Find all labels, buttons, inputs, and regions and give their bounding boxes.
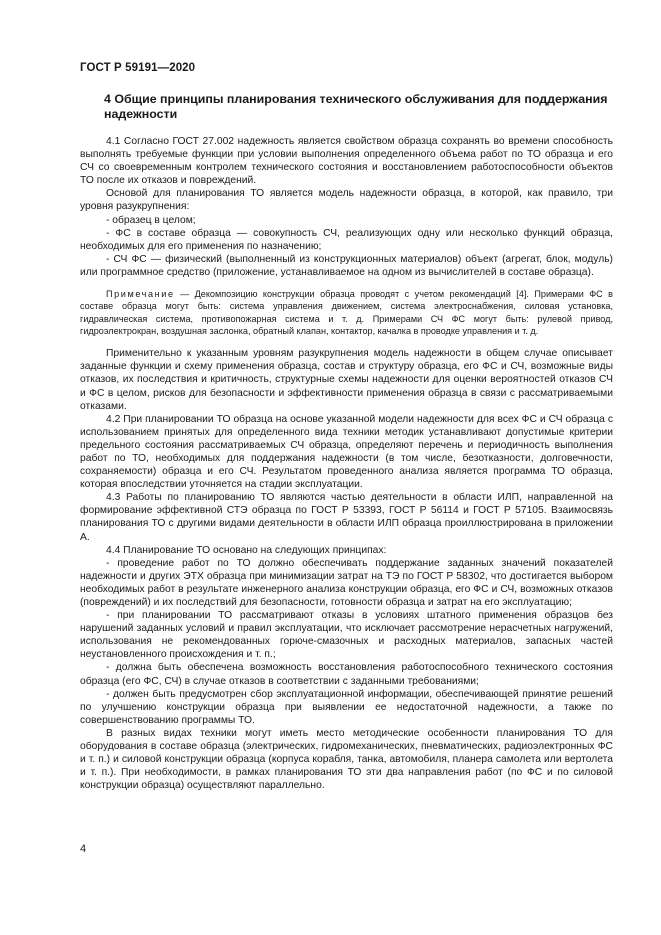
paragraph-4-1: 4.1 Согласно ГОСТ 27.002 надежность является свойством образца сохранять во времени способность выполнять требуемые функции при условии выполнения определенного объема работ по ТО образца и его СЧ со своевременным контролем технического состояния и восстановлением работоспособности объектов ТО после их отказов и повреждений. [80, 136, 613, 187]
page-body [80, 92, 613, 792]
paragraph-methodology: В разных видах техники могут иметь место методические особенности планирования ТО для оборудования в составе образца (электрических, гидромеханических, пневматических, радиоэлектронных ФС и т. п.) и силовой конструкции образца (корпуса корабля, танка, автомобиля, планера самолета или вертолета и т. п.). При необходимости, в рамках планирования ТО эти два направления работ (по ФС и по силовой конструкции образца) осуществляют параллельно. [80, 727, 613, 792]
list-item: - СЧ ФС — физический (выполненный из конструкционных материалов) объект (агрегат, блок, модуль) или программное средство (приложение, устанавливаемое на одном из вычислителей в составе образца). [80, 253, 613, 278]
paragraph-model-description: Применительно к указанным уровням разукрупнения модель надежности в общем случае описывает заданные функции и схему применения образца, состав и структуру образца, его ФС и СЧ, возможные виды отказов, их последствия и критичность, структурные схемы надежности для оценки вероятностей отказов СЧ и ФС в целом, рисков для безопасности и эффективности применения образца в связи с рассматриваемыми отказами. [80, 348, 613, 412]
list-item: - ФС в составе образца — совокупность СЧ, реализующих одну или несколько функций образца, необходимых для его применения по назначению; [80, 227, 613, 252]
paragraph-4-3: 4.3 Работы по планированию ТО являются частью деятельности в области ИЛП, направленной на формирование эффективной СТЭ образца по ГОСТ Р 53393, ГОСТ Р 56114 и ГОСТ Р 57105. Взаимосвязь планирования ТО с другими видами деятельности в области ИЛП образца проиллюстрирована в приложении А. [80, 492, 613, 543]
paragraph-4-4: 4.4 Планирование ТО основано на следующих принципах: [106, 544, 387, 556]
list-item: - при планировании ТО рассматривают отказы в условиях штатного применения образцов без нарушений заданных условий и правил эксплуатации, что исключает рассмотрение нерасчетных нагружений, использования не рекомендованных горюче-смазочных и расходных материалов, запасных частей неустановленного происхождения и т. п.; [80, 610, 613, 661]
note-label: Примечание [106, 289, 175, 300]
list-item: - должен быть предусмотрен сбор эксплуатационной информации, обеспечивающей принятие решений по улучшению конструкции образца при выявлении ее недостаточной надежности, а также по совершенствованию программы ТО. [80, 688, 613, 726]
document-code: ГОСТ Р 59191—2020 [80, 62, 196, 74]
page-number: 4 [80, 843, 87, 855]
list-item: - образец в целом; [106, 214, 196, 226]
paragraph-4-2: 4.2 При планировании ТО образца на основе указанной модели надежности для всех ФС и СЧ образца с использованием принятых для определенного вида техники методик устанавливают допустимые критерии предельного состояния рассматриваемых СЧ образца, определяют перечень и периодичность выполнения работ по ТО, необходимых для поддержания надежности (в том числе, безотказности, долговечности, сохраняемости) образца и его СЧ. Результатом проведенного анализа является программа ТО образца, которая впоследствии уточняется на стадии эксплуатации. [80, 413, 613, 491]
paragraph-model-basis: Основой для планирования ТО является модель надежности образца, в которой, как правило, три уровня разукрупнения: [80, 188, 613, 213]
list-item: - должна быть обеспечена возможность восстановления работоспособного технического состояния образца (его ФС, СЧ) в случае отказов в соответствии с заданными требованиями; [80, 662, 613, 687]
note-block [80, 288, 613, 337]
section-heading: 4 Общие принципы планирования технического обслуживания для поддержания надежности [104, 92, 608, 121]
note-text: — Декомпозицию конструкции образца проводят с учетом рекомендаций [4]. Примерами ФС в составе образца могут быть: система управления движением, система электроснабжения, силовая установка, гидравлическая система, противопожарная система и т. д. Примерами СЧ ФС могут быть: рулевой привод, гидроэлектрокран, воздушная заслонка, обратный клапан, контактор, качалка в проводке управления и т. д. [80, 289, 613, 336]
list-item: - проведение работ по ТО должно обеспечивать поддержание заданных значений показателей надежности и других ЭТХ образца при минимизации затрат на ТЭ по ГОСТ Р 58302, что достигается выбором необходимых работ в результате инженерного анализа конструкции образца, его ФС и СЧ, возможных отказов (повреждений) и их последствий для безопасности, готовности образца и затрат на его эксплуатацию; [80, 557, 613, 608]
